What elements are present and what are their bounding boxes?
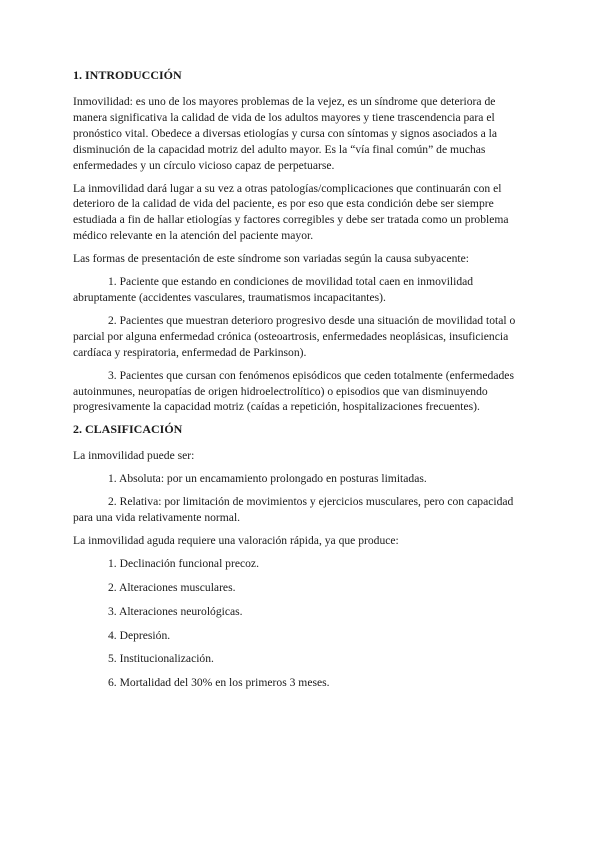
presentation-item-1: 1. Paciente que estando en condiciones de movilidad total caen en inmovilidad abruptamente (accidentes vasculares, traumatismos incapacitantes). — [73, 275, 474, 304]
section-heading-introduccion: 1. INTRODUCCIÓN — [73, 68, 182, 82]
presentation-item-2: 2. Pacientes que muestran deterioro progresivo desde una situación de movilidad total o parcial por alguna enfermedad crónica (osteoartrosis, enfermedades neoplásicas, insuficiencia cardíaca y respiratoria, enfermedad de Parkinson). — [73, 313, 516, 359]
presentation-item-3: 3. Pacientes que cursan con fenómenos episódicos que ceden totalmente (enfermedades autoinmunes, neuropatías de origen hidroelectrolítico) o episodios que van disminuyendo progresivamente la capacidad motriz (caídas a repetición, hospitalizaciones frecuentes). — [73, 368, 514, 414]
intro-paragraph-3: Las formas de presentación de este síndrome son variadas según la causa subyacente: — [73, 252, 469, 266]
intro-paragraph-2: La inmovilidad dará lugar a su vez a otras patologías/complicaciones que continuarán con el deterioro de la calidad de vida del paciente, es por eso que esta condición debe ser siempre estudiada a fin de hallar etiologías y factores corregibles y debe ser tratada como un problema médico relevante en la atención del paciente mayor. — [73, 181, 509, 243]
effect-item-5: 5. Institucionalización. — [108, 652, 214, 666]
classification-item-2: 2. Relativa: por limitación de movimientos y ejercicios musculares, pero con capacidad para una vida relativamente normal. — [73, 495, 514, 525]
acute-intro: La inmovilidad aguda requiere una valoración rápida, ya que produce: — [73, 533, 399, 547]
effect-item-6: 6. Mortalidad del 30% en los primeros 3 meses. — [108, 676, 330, 690]
effect-item-2: 2. Alteraciones musculares. — [108, 580, 236, 594]
effect-item-4: 4. Depresión. — [108, 628, 171, 642]
classification-intro: La inmovilidad puede ser: — [73, 449, 195, 463]
effect-item-3: 3. Alteraciones neurológicas. — [108, 604, 243, 618]
effect-item-1: 1. Declinación funcional precoz. — [108, 556, 259, 570]
section-heading-clasificacion: 2. CLASIFICACIÓN — [73, 422, 183, 437]
intro-paragraph-1: Inmovilidad: es uno de los mayores problemas de la vejez, es un síndrome que deteriora de manera significativa la calidad de vida de los adultos mayores y tiene trascendencia para el pronóstico vital. Obedece a diversas etiologías y cursa con síntomas y signos asociados a la disminución de la capacidad motriz del adulto mayor. Es la “vía final común” de muchas enfermedades y un círculo vicioso capaz de perpetuarse. — [73, 95, 498, 172]
classification-item-1: 1. Absoluta: por un encamamiento prolongado en posturas limitadas. — [108, 472, 427, 486]
